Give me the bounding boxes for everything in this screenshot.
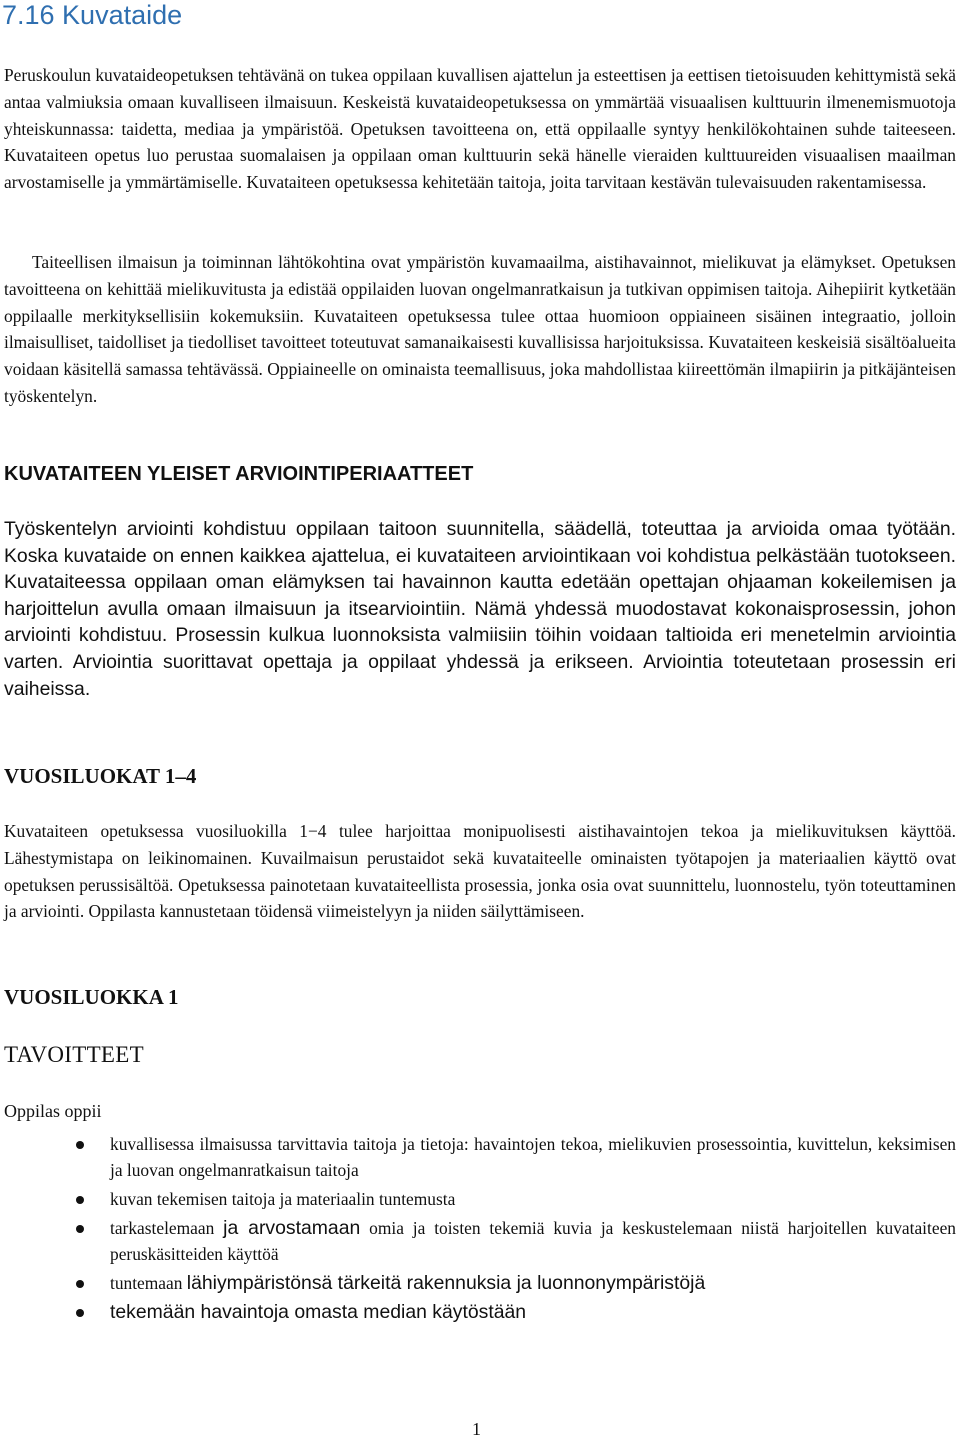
goals-heading: TAVOITTEET — [4, 1042, 144, 1067]
bullet-icon — [76, 1309, 84, 1317]
intro-paragraph-2: Taiteellisen ilmaisun ja toiminnan lähtökohtina ovat ympäristön kuvamaailma, aistihavainnot, mielikuvat ja elämykset. Opetuksen tavoitteena on kehittää mielikuvitusta ja edistää oppilaiden luovan ongelmanratkaisun ja tutkivan oppimisen taitoja. Aihepiirit kytketään oppilaalle merkityksellisiin kokemuksiin. Kuvataiteen opetuksessa tulee ottaa huomioon oppiaineen sisäinen integraatio, jolloin ilmaisulliset, taidolliset ja tiedolliset tavoitteet toteutuvat samanaikaisesti kuvallisissa harjoituksissa. Kuvataiteen keskeisiä sisältöalueita voidaan käsitellä samassa tehtävässä. Oppiaineelle on ominaista teemallisuus, joka mahdollistaa kiireettömän ilmapiirin ja pitkäjänteisen työskentelyn. — [4, 252, 956, 406]
bullet-icon — [76, 1225, 84, 1233]
page-number: 1 — [472, 1419, 481, 1439]
goals-lead: Oppilas oppii — [4, 1101, 102, 1121]
goals-list — [0, 1131, 960, 1328]
assessment-heading: KUVATAITEEN YLEISET ARVIOINTIPERIAATTEET — [4, 463, 474, 485]
grades-1-4-paragraph: Kuvataiteen opetuksessa vuosiluokilla 1−4 tulee harjoittaa monipuolisesti aistihavaintojen tekoa ja mielikuvituksen käyttöä. Lähestymistapa on leikinomainen. Kuvailmaisun perustaidot sekä kuvataiteelle ominaisten työtapojen ja materiaalien käyttö ovat opetuksen perussisältöä. Opetuksessa painotetaan kuvataiteellista prosessia, jonka osia ovat suunnittelu, luonnostelu, työn toteuttaminen ja arviointi. Oppilasta kannustetaan töidensä viimeistelyyn ja niiden säilyttämiseen. — [4, 821, 956, 922]
grade-1-heading: VUOSILUOKKA 1 — [4, 985, 179, 1009]
bullet-icon — [76, 1196, 84, 1204]
assessment-paragraph: Työskentelyn arviointi kohdistuu oppilaan taitoon suunnitella, säädellä, toteuttaa ja arvioida omaa työtään. Koska kuvataide on ennen kaikkea ajattelua, ei kuvataiteen arviointikaan voi kohdistua pelkästään tuotokseen. Kuvataiteessa oppilaan oman elämyksen tai havainnon kautta edetään opettajan ohjaaman kokeilemisen ja harjoittelun avulla omaan ilmaisuun ja itsearviointiin. Nämä yhdessä muodostavat kokonaisprosessin, johon arviointi kohdistuu. Prosessin kulkua luonnoksista valmiisiin töihin voidaan taltioida eri menetelmin arviointia varten. Arviointia suorittavat opettaja ja oppilaat yhdessä ja erikseen. Arviointia toteutetaan prosessin eri vaiheissa. — [4, 518, 956, 700]
list-item: tuntemaan lähiympäristönsä tärkeitä rakennuksia ja luonnonympäristöjä — [0, 1270, 956, 1296]
bullet-icon — [76, 1280, 84, 1288]
bullet-icon — [76, 1141, 84, 1149]
list-item: tekemään havaintoja omasta median käytöstään — [0, 1299, 956, 1325]
grades-1-4-heading: VUOSILUOKAT 1–4 — [4, 764, 197, 788]
chapter-heading: 7.16 Kuvataide — [2, 0, 183, 30]
intro-paragraph-1: Peruskoulun kuvataideopetuksen tehtävänä on tukea oppilaan kuvallisen ajattelun ja esteettisen ja eettisen tietoisuuden kehittymistä sekä antaa valmiuksia omaan kuvalliseen ilmaisuun. Keskeistä kuvataideopetuksessa on ymmärtää visuaalisen kulttuurin ilmenemismuotoja yhteiskunnassa: taidetta, mediaa ja ympäristöä. Opetuksen tavoitteena on, että oppilaalle syntyy henkilökohtainen suhde taiteeseen. Kuvataiteen opetus luo perustaa suomalaisen ja oppilaan oman kulttuurin sekä hänelle vieraiden kulttuureiden visuaalisen maailman arvostamiselle ja ymmärtämiselle. Kuvataiteen opetuksessa kehitetään taitoja, joita tarvitaan kestävän tulevaisuuden rakentamisessa. — [4, 65, 956, 193]
list-item: kuvallisessa ilmaisussa tarvittavia taitoja ja tietoja: havaintojen tekoa, mielikuvien prosessointia, kuvittelun, keksimisen ja luovan ongelmanratkaisun taitoja — [0, 1131, 956, 1183]
list-item: kuvan tekemisen taitoja ja materiaalin tuntemusta — [0, 1186, 956, 1212]
list-item: tarkastelemaan ja arvostamaan omia ja toisten tekemiä kuvia ja keskustelemaan niistä harjoitellen kuvataiteen peruskäsitteiden käyttöä — [0, 1215, 956, 1267]
